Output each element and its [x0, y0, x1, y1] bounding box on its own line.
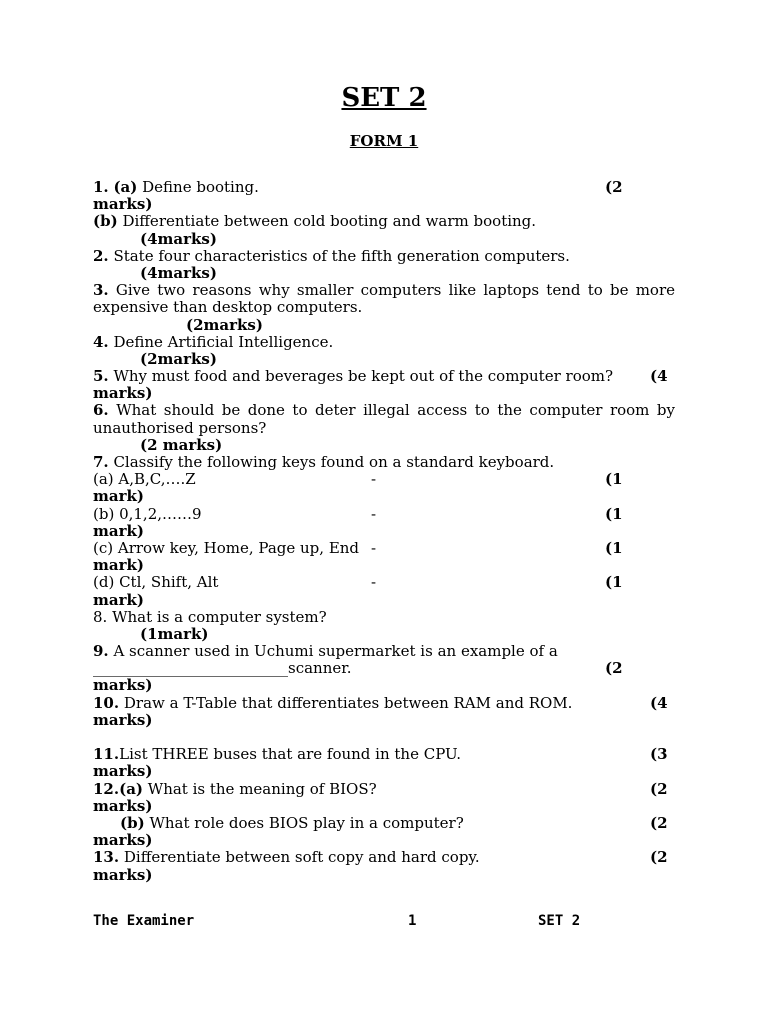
question-number: 2. — [93, 246, 109, 265]
marks-continuation: mark) — [93, 590, 144, 609]
dash-separator: - — [371, 470, 377, 489]
marks-label: (1 — [605, 470, 623, 489]
question-text: What should be done to deter illegal access to the computer room by — [108, 401, 675, 420]
question-text: List THREE buses that are found in the CPU. — [119, 745, 462, 764]
question-text: Give two reasons why smaller computers like laptops tend to be more — [108, 281, 675, 300]
marks-label: (2 marks) — [140, 435, 223, 454]
marks-label: (2 — [605, 659, 623, 678]
dash-separator: - — [371, 504, 377, 523]
question-number: 11. — [93, 745, 120, 764]
question-number: 9. — [93, 642, 109, 661]
question-1b — [93, 213, 675, 230]
marks-continuation: marks) — [93, 384, 153, 403]
question-text: Why must food and beverages be kept out of the computer room? — [108, 367, 614, 386]
page-footer — [93, 913, 675, 931]
blank-line — [93, 729, 675, 746]
question-3 — [93, 282, 675, 299]
question-13 — [93, 849, 675, 866]
question-number: 6. — [93, 401, 109, 420]
marks-label: (2 — [650, 848, 668, 867]
question-text: A scanner used in Uchumi supermarket is an example of a — [108, 642, 558, 661]
question-number: 3. — [93, 281, 109, 300]
marks-label: (1mark) — [140, 624, 209, 643]
question-text: Differentiate between cold booting and warm booting. — [117, 212, 537, 231]
question-number: 10. — [93, 693, 120, 712]
question-text: Define Artificial Intelligence. — [108, 332, 334, 351]
marks-continuation: marks) — [93, 762, 153, 781]
question-5 — [93, 368, 675, 385]
question-2 — [93, 248, 675, 265]
dash-separator: - — [371, 573, 377, 592]
question-number: 12.(a) — [93, 779, 144, 798]
question-10 — [93, 695, 675, 712]
question-text: Draw a T-Table that differentiates between RAM and ROM. — [119, 693, 573, 712]
marks-label: (1 — [605, 504, 623, 523]
marks-continuation: marks) — [93, 865, 153, 884]
footer-set-label: SET 2 — [538, 913, 581, 929]
marks-label: (1 — [605, 573, 623, 592]
question-text: What is the meaning of BIOS? — [143, 779, 377, 798]
question-text: What role does BIOS play in a computer? — [144, 813, 464, 832]
question-list — [93, 179, 675, 884]
question-9-cont — [93, 660, 675, 677]
list-item: (d) Ctl, Shift, Alt - (1 — [93, 573, 623, 592]
question-6-cont: unauthorised persons? — [93, 418, 267, 437]
list-item: (b) 0,1,2,……9 - (1 — [93, 504, 623, 523]
question-part: (b) — [120, 813, 145, 832]
question-1a — [93, 179, 675, 196]
form-subtitle: FORM 1 — [349, 132, 419, 150]
question-7 — [93, 454, 675, 471]
marks-label: (4 — [650, 367, 668, 386]
marks-continuation: mark) — [93, 556, 144, 575]
list-item: (a) A,B,C,….Z - (1 — [93, 470, 623, 489]
list-item: (c) Arrow key, Home, Page up, End - (1 — [93, 538, 623, 557]
page-title: SET 2 — [341, 83, 427, 113]
question-11 — [93, 746, 675, 763]
marks-label: (1 — [605, 538, 623, 557]
marks-continuation: mark) — [93, 521, 144, 540]
question-3-cont: expensive than desktop computers. — [93, 298, 363, 317]
marks-label: (4marks) — [140, 229, 217, 248]
fill-blank: __________________________scanner. — [93, 659, 352, 678]
marks-label: (4 — [650, 693, 668, 712]
marks-label: (4marks) — [140, 263, 217, 282]
question-text: State four characteristics of the fifth generation computers. — [108, 246, 570, 265]
question-part: (b) — [93, 212, 118, 231]
question-number: 1. — [93, 178, 109, 196]
marks-label: (2 — [650, 813, 668, 832]
marks-continuation: marks) — [93, 796, 153, 815]
question-text: Define booting. — [137, 178, 259, 196]
marks-label: (2 — [650, 779, 668, 798]
marks-continuation: marks) — [93, 831, 153, 850]
question-text: 8. What is a computer system? — [93, 607, 327, 626]
question-part: (a) — [113, 178, 138, 196]
marks-label: (2 — [605, 178, 623, 196]
dash-separator: - — [371, 538, 377, 557]
question-6 — [93, 402, 675, 419]
footer-publisher: The Examiner — [93, 913, 195, 929]
marks-continuation: marks) — [93, 195, 153, 214]
question-12a — [93, 781, 675, 798]
question-8 — [93, 609, 675, 626]
question-4 — [93, 334, 675, 351]
question-12b — [93, 815, 675, 832]
question-text: Differentiate between soft copy and hard copy. — [119, 848, 480, 867]
question-text: Classify the following keys found on a standard keyboard. — [108, 453, 555, 472]
marks-label: (2marks) — [186, 315, 263, 334]
marks-continuation: mark) — [93, 487, 144, 506]
question-number: 5. — [93, 367, 109, 386]
marks-label: (3 — [650, 745, 668, 764]
marks-continuation: marks) — [93, 710, 153, 729]
marks-label: (2marks) — [140, 349, 217, 368]
question-9 — [93, 643, 675, 660]
question-number: 7. — [93, 453, 109, 472]
page-number: 1 — [408, 913, 417, 929]
question-number: 4. — [93, 332, 109, 351]
marks-continuation: marks) — [93, 676, 153, 695]
question-number: 13. — [93, 848, 120, 867]
